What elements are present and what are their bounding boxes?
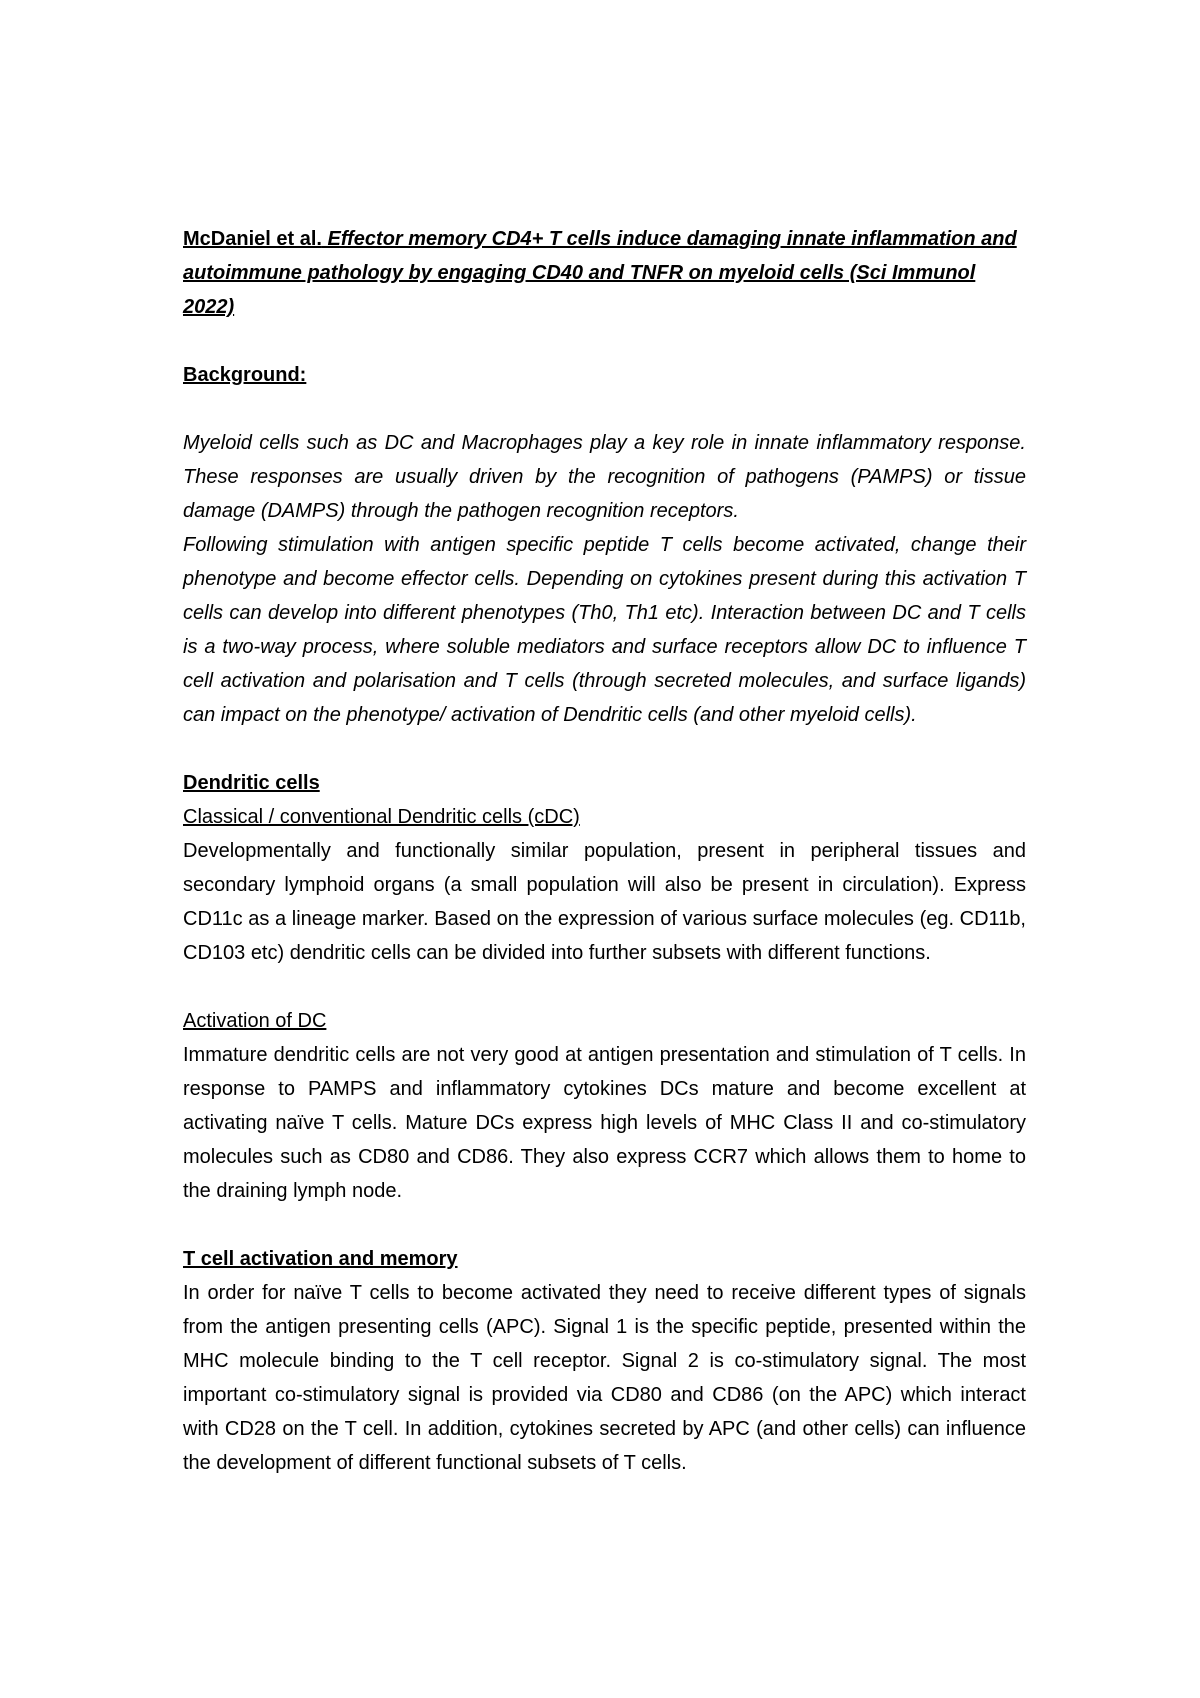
dendritic-heading: Dendritic cells [183,772,320,794]
spacer [183,1208,1026,1242]
dendritic-paragraph: Developmentally and functionally similar population, present in peripheral tissues and secondary lymphoid organs (a small population will also be present in circulation). Express CD11c as a lineage marker. Based on the expression of various surface molecules (eg. CD11b, CD103 etc) dendritic cells can be divided into further subsets with different functions. [183,840,1026,964]
spacer [183,732,1026,766]
title-authors: McDaniel et al. [183,228,322,250]
background-heading: Background: [183,364,307,386]
tcell-paragraph: In order for naïve T cells to become activated they need to receive different types of signals from the antigen presenting cells (APC). Signal 1 is the specific peptide, presented within the MHC molecule binding to the T cell receptor. Signal 2 is co-stimulatory signal. The most important co-stimulatory signal is provided via CD80 and CD86 (on the APC) which interact with CD28 on the T cell. In addition, cytokines secreted by APC (and other cells) can influence the development of different functional subsets of T cells. [183,1282,1026,1474]
spacer [183,970,1026,1004]
tcell-heading: T cell activation and memory [183,1248,458,1270]
spacer [183,392,1026,426]
background-paragraph-2: Following stimulation with antigen specific peptide T cells become activated, change their phenotype and become effector cells. Depending on cytokines present during this activation T cells can develop into different phenotypes (Th0, Th1 etc). Interaction between DC and T cells is a two-way process, where soluble mediators and surface receptors allow DC to influence T cell activation and polarisation and T cells (through secreted molecules, and surface ligands) can impact on the phenotype/ activation of Dendritic cells (and other myeloid cells). [183,534,1026,726]
document-title [183,222,1026,324]
background-paragraph-1: Myeloid cells such as DC and Macrophages play a key role in innate inflammatory response. These responses are usually driven by the recognition of pathogens (PAMPS) or tissue damage (DAMPS) through the pathogen recognition receptors. [183,432,1026,522]
activation-paragraph: Immature dendritic cells are not very good at antigen presentation and stimulation of T cells. In response to PAMPS and inflammatory cytokines DCs mature and become excellent at activating naïve T cells. Mature DCs express high levels of MHC Class II and co-stimulatory molecules such as CD80 and CD86. They also express CCR7 which allows them to home to the draining lymph node. [183,1044,1026,1202]
activation-subheading: Activation of DC [183,1010,327,1032]
cdc-subheading: Classical / conventional Dendritic cells (cDC) [183,806,580,828]
title-paper: Effector memory CD4+ T cells induce damaging innate inflammation and autoimmune pathology by engaging CD40 and TNFR on myeloid cells (Sci Immunol 2022) [183,228,1017,318]
document-page [183,222,1026,1480]
